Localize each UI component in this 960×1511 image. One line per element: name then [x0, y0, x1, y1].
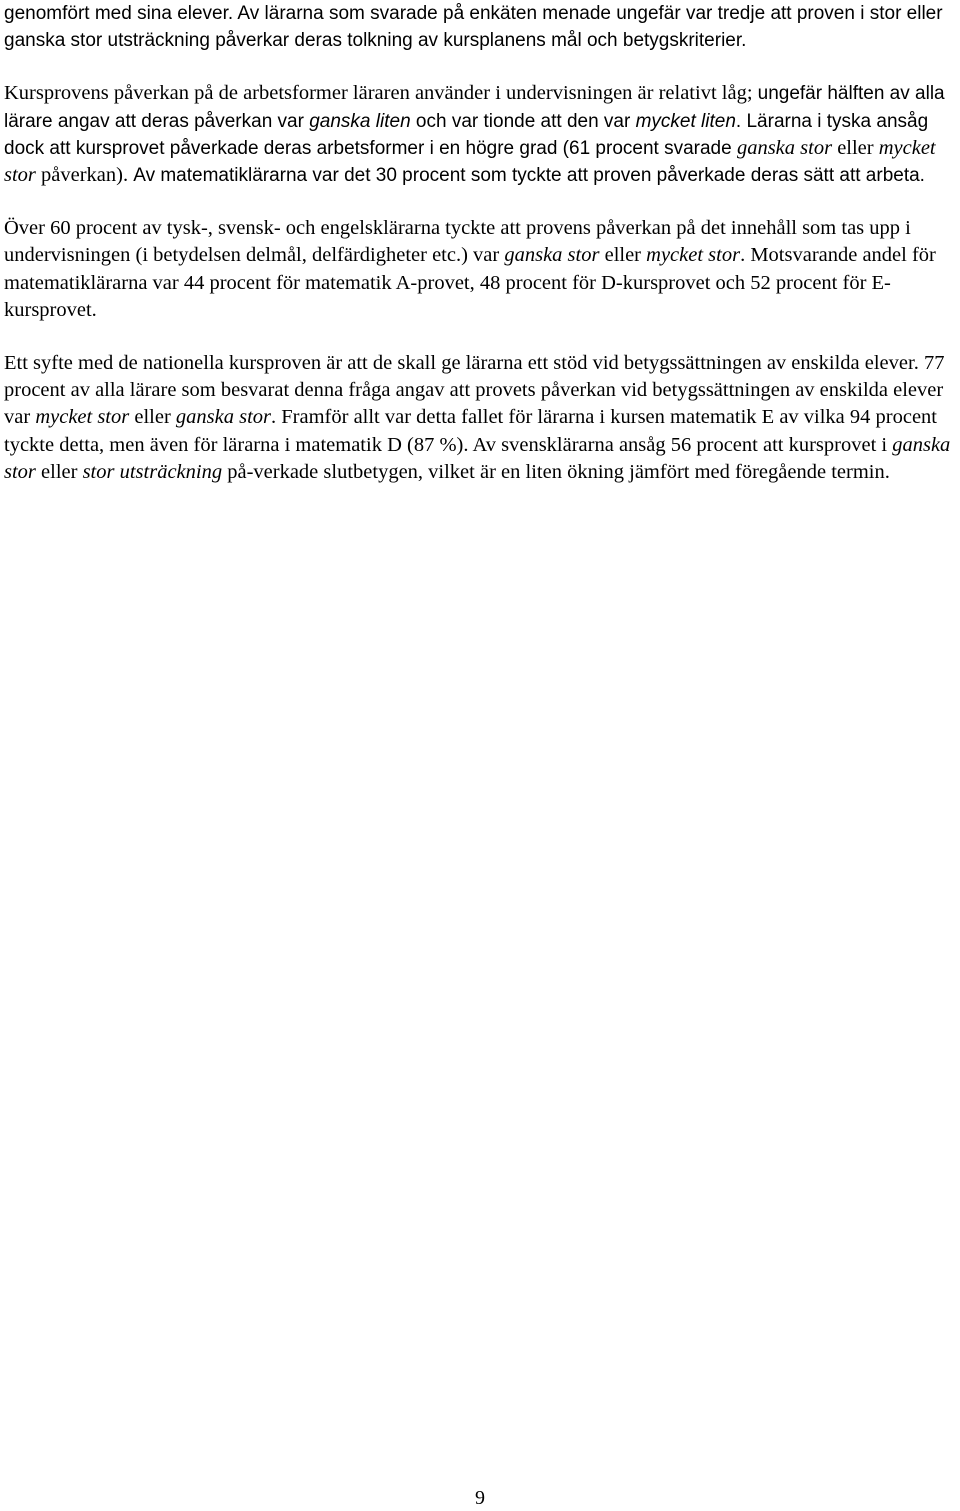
text-segment: eller [832, 136, 879, 159]
text-segment: ungefär hälften av alla lärare angav att deras påverkan var [4, 83, 945, 132]
text-segment: . Lärarna i tyska ansåg dock att kursprovet påverkade deras arbetsformer i en högre grad (61 procent svarade [4, 110, 929, 159]
text-segment: eller [35, 460, 83, 483]
text-segment: på-verkade slutbetygen, vilket är en liten ökning jämfört med föregående termin. [222, 460, 890, 483]
text-segment: mycket stor [4, 136, 936, 187]
document-page [4, 0, 956, 486]
text-segment: stor utsträckning [82, 460, 223, 483]
text-segment: ganska stor [175, 406, 272, 429]
text-segment: eller [599, 244, 647, 267]
text-segment: . Motsvarande andel för matematiklärarna var 44 procent för matematik A-provet, 48 procent för D-kursprovet och 52 procent för E-kursprovet. [4, 244, 936, 321]
text-segment: Av matematiklärarna var det 30 procent som tyckte att proven påverkade deras sätt att arbeta. [133, 165, 925, 187]
text-segment: . Framför allt var detta fallet för lärarna i kursen matematik E av vilka 94 procent tyckte detta, men även för lärarna i matematik D (87 %). Av svensklärarna ansåg 56 procent att kursprovet i [4, 406, 938, 456]
text-segment: ganska liten [309, 110, 411, 132]
text-segment: ganska stor [4, 433, 951, 483]
text-segment: Av lärarna som svarade på enkäten menade ungefär var tredje att proven i stor eller ganska stor utsträckning påverkar deras tolkning av kursplanens mål och betygskriterier. [4, 3, 943, 52]
text-segment: mycket liten [635, 110, 736, 132]
text-segment: ganska stor [504, 244, 600, 267]
text-segment: påverkan). [35, 164, 134, 187]
text-segment: Över 60 procent av tysk-, svensk- och engelsklärarna tyckte att provens påverkan på det innehåll som tas upp i undervisningen (i betydelsen delmål, delfärdigheter etc.) var [4, 217, 911, 267]
paragraph-3 [4, 215, 956, 324]
text-segment: ganska stor [736, 136, 833, 159]
paragraph-2 [4, 80, 956, 189]
paragraph-1 [4, 0, 956, 54]
text-segment: Kursprovens påverkan på de arbetsformer läraren använder i undervisningen är relativt låg; [4, 82, 758, 105]
text-segment: eller [129, 406, 176, 429]
text-segment: genomfört med sina elever. [4, 3, 238, 24]
paragraph-4 [4, 350, 956, 486]
text-segment: mycket stor [646, 244, 741, 267]
page-number: 9 [475, 1487, 485, 1509]
text-segment: Ett syfte med de nationella kursproven är att de skall ge lärarna ett stöd vid betygssättningen av enskilda elever. 77 procent av alla lärare som besvarat denna fråga angav att provets påverkan vid betygssättningen av enskilda elever var [4, 352, 945, 429]
text-segment: mycket stor [35, 406, 130, 429]
text-segment: och var tionde att den var [410, 110, 636, 132]
